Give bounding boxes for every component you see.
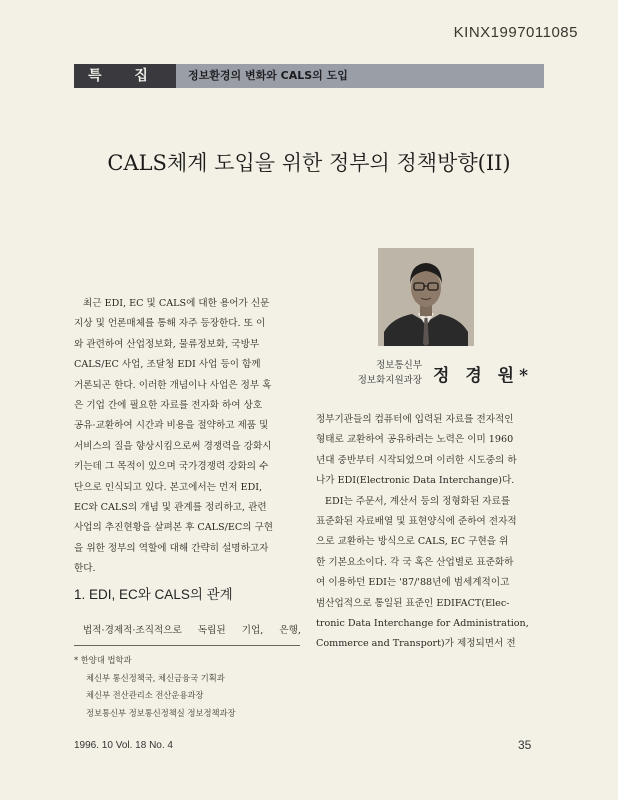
- text-line: 지상 및 언론매체를 통해 자주 등장한다. 또 이: [74, 318, 266, 330]
- text-line: 은 기업 간에 필요한 자료를 전자화 하여 상호: [74, 400, 263, 412]
- text-line: 서비스의 질을 향상시킴으로써 경쟁력을 강화시: [74, 440, 272, 452]
- author-affiliation: [330, 358, 422, 388]
- article-title: CALS체계 도입을 위한 정부의 정책방향(II): [107, 151, 511, 175]
- text-line: 거론되곤 한다. 이러한 개념이나 사업은 정부 혹: [74, 379, 272, 391]
- text-line: 나가 EDI(Electronic Data Interchange)다.: [316, 475, 515, 487]
- text-line: 표준화된 자료배열 및 표현양식에 준하여 전자적: [316, 516, 517, 528]
- page-number: 35: [518, 738, 532, 752]
- author-block: [330, 358, 550, 394]
- author-name: 정 경 원*: [433, 366, 533, 386]
- text-line: 한다.: [74, 563, 96, 575]
- text-line: CALS/EC 사업, 조달청 EDI 사업 등이 함께: [74, 359, 261, 371]
- text-line: 년대 중반부터 시작되었으며 이러한 시도중의 하: [316, 454, 517, 466]
- text-line: EC와 CALS의 개념 및 관계를 정리하고, 관련: [74, 502, 267, 514]
- text-line: 범산업적으로 통일된 표준인 EDIFACT(Elec-: [316, 597, 510, 609]
- footnote-line: 체신부 전산관리소 전산운용과장: [86, 690, 204, 700]
- footnote-line: 체신부 통신정책국, 체신금융국 기획과: [86, 672, 225, 683]
- feature-subtitle: 정보환경의 변화와 CALS의 도입: [176, 64, 544, 88]
- text-line: 최근 EDI, EC 및 CALS에 대한 용어가 신문: [83, 298, 270, 309]
- text-line: 단으로 인식되고 있다. 본고에서는 먼저 EDI,: [74, 481, 263, 493]
- intro-paragraph: [74, 294, 300, 580]
- author-affiliation-org: 정보통신부: [376, 360, 422, 371]
- text-line: 한 기본요소이다. 각 국 혹은 산업별로 표준화하: [316, 556, 514, 568]
- right-column-text: [316, 410, 544, 655]
- footnotes: [74, 652, 304, 722]
- author-photo: [378, 248, 474, 346]
- issue-info: 1996. 10 Vol. 18 No. 4: [74, 740, 173, 751]
- text-line: 을 위한 정부의 역할에 대해 간략히 설명하고자: [74, 542, 269, 554]
- section-heading: 1. EDI, EC와 CALS의 관계: [74, 587, 233, 602]
- footnote-divider: [74, 645, 300, 646]
- text-line: 정부기관들의 컴퓨터에 입력된 자료를 전자적인: [316, 414, 514, 425]
- text-line: 으로 교환하는 방식으로 CALS, EC 구현을 위: [316, 536, 509, 548]
- text-line: 키는데 그 목적이 있으며 국가경쟁력 강화의 수: [74, 461, 269, 473]
- author-affiliation-dept: 정보화지원과장: [357, 375, 422, 386]
- document-id: KINX1997011085: [453, 24, 578, 41]
- text-line: 공유·교환하여 시간과 비용을 절약하고 제품 및: [74, 420, 269, 432]
- section-lead-line: 법적·경제적·조직적으로 독립된 기업, 은행,: [83, 625, 301, 636]
- text-line: 사업의 추진현황을 살펴본 후 CALS/EC의 구현: [74, 522, 274, 534]
- text-line: Commerce and Transport)가 제정되면서 전: [316, 638, 516, 650]
- feature-banner: [74, 64, 544, 88]
- text-line: 형태로 교환하여 공유하려는 노력은 이미 1960: [316, 434, 514, 446]
- footnote-line: * 한양대 법학과: [74, 655, 132, 665]
- text-line: 여 이용하던 EDI는 '87/'88년에 범세계적이고: [316, 577, 510, 589]
- text-line: EDI는 주문서, 계산서 등의 정형화된 자료를: [325, 495, 511, 507]
- text-line: tronic Data Interchange for Administration,: [316, 618, 529, 630]
- text-line: 와 관련하여 산업정보화, 물류정보화, 국방부: [74, 338, 260, 350]
- feature-tag: 특 집: [74, 64, 176, 88]
- footnote-line: 정보통신부 정보통신정책실 정보정책과장: [86, 707, 236, 718]
